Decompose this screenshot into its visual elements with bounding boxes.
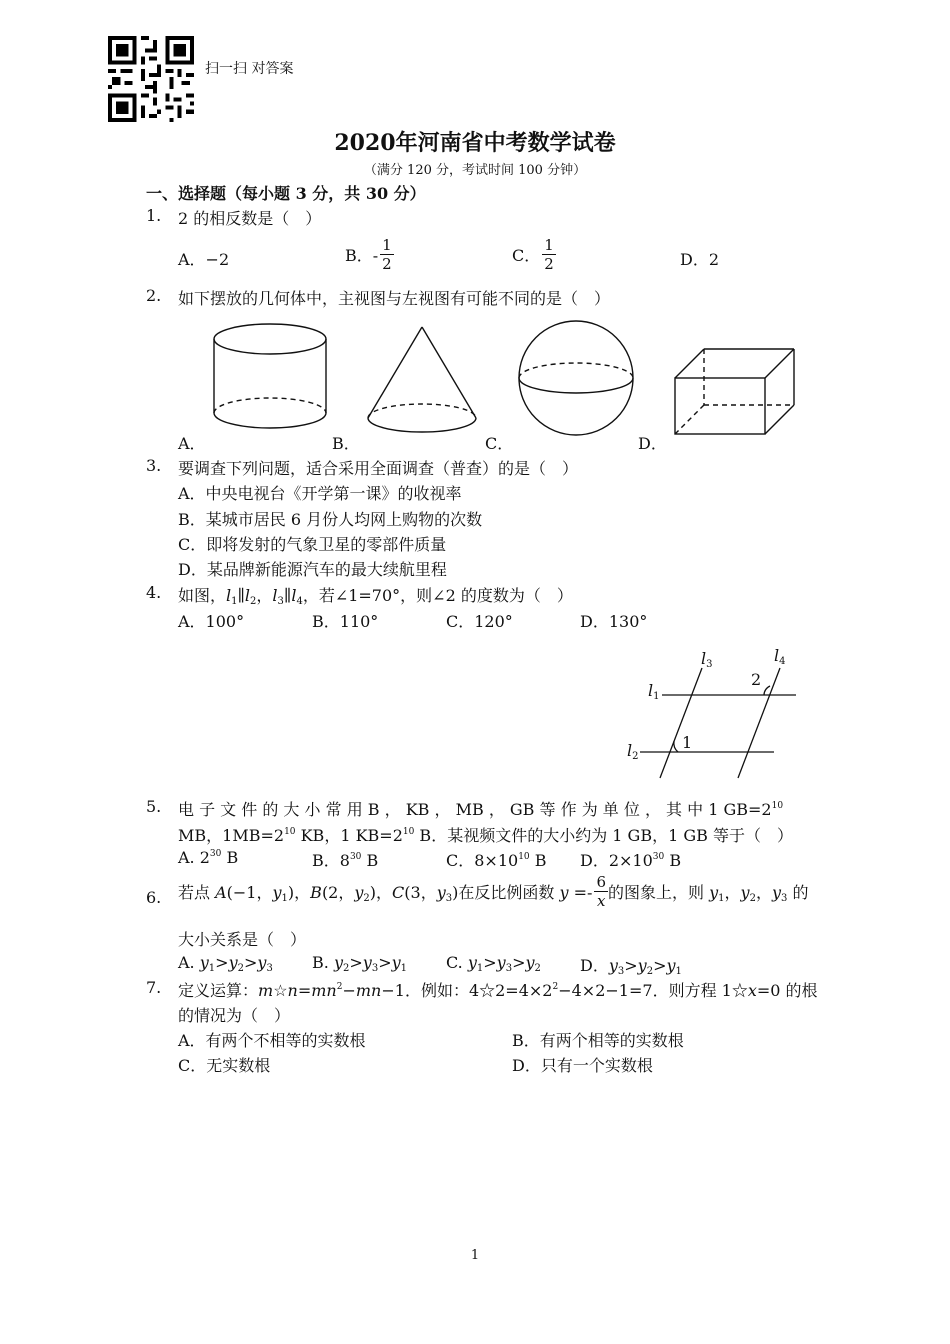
question-5-stem-line2: MB，$1MB=2^{10}$ KB，1 $KB=2^{10}$ B．某视频文件的大小约为 1 GB，1 GB 等于（ ）	[178, 826, 793, 845]
q7-option-c: C．无实数根	[178, 1056, 271, 1075]
question-3-stem: 要调查下列问题，适合采用全面调查（普查）的是（ ）	[178, 459, 579, 478]
q3-option-a: A．中央电视台《开学第一课》的收视率	[178, 484, 462, 503]
q3-option-b: B．某城市居民 6 月份人均网上购物的次数	[178, 510, 483, 529]
sphere-shape	[519, 321, 633, 435]
q7-option-a: A．有两个不相等的实数根	[178, 1031, 366, 1050]
section-heading-choice: 一、选择题（每小题 3 分，共 30 分）	[146, 184, 426, 203]
page-title: 2020年河南省中考数学试卷	[334, 130, 616, 156]
q6-option-d: D．$y_3>y_2>y_1$	[580, 956, 682, 977]
q5-option-c: C．$8\times 10^{10}$ B	[446, 851, 547, 870]
angle-2-arc	[764, 686, 770, 695]
scan-answer-label: 扫一扫 对答案	[205, 61, 294, 77]
question-1-stem: 2 的相反数是（ ）	[178, 209, 322, 228]
q6-option-a: A. $y_1>y_2>y_3$	[178, 953, 273, 974]
q6-option-c: C. $y_1>y_3>y_2$	[446, 953, 541, 974]
question-number: 5.	[146, 797, 162, 816]
question-5-stem-line1: 电 子 文 件 的 大 小 常 用 B ， KB ， MB ， GB 等 作 为 单 位 ， 其 中 1 $GB=2^{10}$	[178, 800, 784, 819]
q3-option-c: C．即将发射的气象卫星的零部件质量	[178, 535, 447, 554]
question-6-stem-line2: 大小关系是（ ）	[178, 930, 307, 949]
label-l1: l1	[648, 681, 660, 702]
q5-option-d: D．$2\times 10^{30}$ B	[580, 851, 682, 870]
label-l4: l4	[774, 646, 786, 667]
question-number: 1.	[146, 206, 162, 225]
q4-option-c: C．120°	[446, 612, 513, 631]
q1-option-a: A．−2	[178, 250, 230, 269]
label-l3: l3	[701, 649, 713, 670]
q3-option-d: D．某品牌新能源汽车的最大续航里程	[178, 560, 447, 579]
question-number: 3.	[146, 456, 162, 475]
angle-1-arc	[674, 741, 678, 752]
q2-option-a: A．	[178, 434, 206, 453]
cone-shape	[368, 327, 476, 432]
q5-option-a: A. $2^{30}$ B	[178, 848, 239, 867]
question-number: 6.	[146, 888, 162, 907]
question-7-stem-line2: 的情况为（ ）	[178, 1006, 291, 1025]
q1-option-b: B．- $\frac{1}{2}$	[345, 236, 392, 273]
question-2-stem: 如下摆放的几何体中，主视图与左视图有可能不同的是（ ）	[178, 289, 611, 308]
question-number: 2.	[146, 286, 162, 305]
page-number: 1	[470, 1248, 480, 1263]
q6-option-b: B. $y_2>y_3>y_1$	[312, 953, 408, 974]
question-number: 4.	[146, 583, 162, 602]
question-7-stem-line1: 定义运算：$m☆n=mn^2-mn-1$．例如：$4☆2=4\times 2^2-4\times 2-1=7$．则方程 1☆x=0 的根	[178, 981, 818, 1000]
exam-subtitle: （满分 120 分，考试时间 100 分钟）	[363, 163, 587, 178]
label-angle-2: 2	[751, 670, 762, 689]
question-number: 7.	[146, 978, 162, 997]
question-4-stem: 如图，$l_1\parallel l_2$，$l_3\parallel l_4$，若∠1=70°，则∠2 的度数为（ ）	[178, 586, 573, 607]
q7-option-d: D．只有一个实数根	[512, 1056, 653, 1075]
q2-option-d: D．	[638, 434, 667, 453]
solids-figure	[200, 315, 820, 445]
cuboid-shape	[675, 349, 794, 434]
q1-option-c: C． $\frac{1}{2}$	[512, 236, 554, 273]
q7-option-b: B．有两个相等的实数根	[512, 1031, 684, 1050]
q2-option-b: B．	[332, 434, 360, 453]
q1-option-d: D．2	[680, 250, 720, 269]
q4-option-d: D．130°	[580, 612, 648, 631]
line-l3	[660, 668, 702, 778]
q2-option-c: C．	[485, 434, 514, 453]
q4-option-b: B．110°	[312, 612, 379, 631]
qr-code	[108, 36, 194, 122]
q5-option-b: B．$8^{30}$ B	[312, 851, 379, 870]
label-angle-1: 1	[682, 733, 693, 752]
label-l2: l2	[627, 741, 639, 762]
question-6-stem-line1: 若点 A(−1，$y_1$)，B(2，$y_2$)，C(3，$y_3$)在反比例函数 y =- $\frac{6}{x}$ 的图象上，则 $y_1$，$y_2$，$y_3$ 的	[178, 873, 809, 910]
q4-option-a: A．100°	[178, 612, 245, 631]
cylinder-shape	[214, 324, 326, 428]
parallel-lines-figure	[620, 640, 810, 785]
